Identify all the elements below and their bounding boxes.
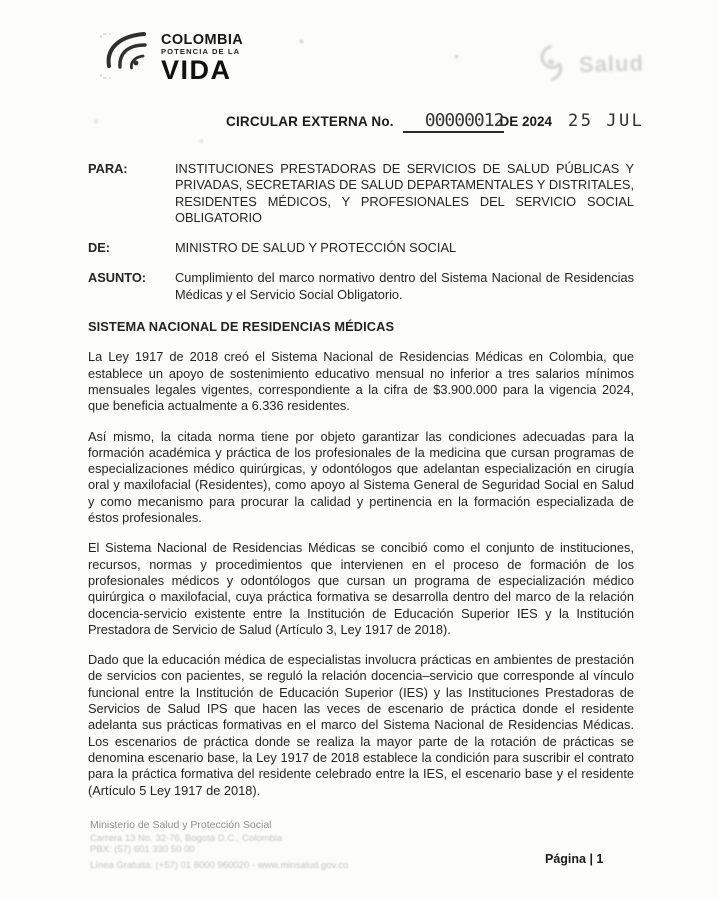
scan-speck bbox=[455, 55, 458, 58]
logo-line-potencia: POTENCIA DE LA bbox=[161, 47, 241, 57]
colombia-logo-icon bbox=[98, 30, 154, 87]
faded-stamp-text: Salud bbox=[578, 50, 645, 77]
paragraph-ley-1917: La Ley 1917 de 2018 creó el Sistema Nacional de Residencias Médicas en Colombia, que establece un apoyo de sostenimiento educativo mensual no inferior a tres salarios mínimos mensuales legales vigentes, correspondiente a la cifra de $3.900.000 para la vigencia 2024, que beneficia actualmente a 6.336 residentes. bbox=[88, 349, 634, 414]
circular-title-row bbox=[226, 110, 644, 133]
section-heading: SISTEMA NACIONAL DE RESIDENCIAS MÉDICAS bbox=[88, 319, 395, 335]
faded-salud-stamp bbox=[534, 41, 644, 89]
asunto-label: ASUNTO: bbox=[88, 270, 147, 286]
footer-ministry-name: Ministerio de Salud y Protección Social bbox=[90, 819, 272, 831]
circular-title-label: CIRCULAR EXTERNA No. bbox=[226, 114, 394, 129]
asunto-text: Cumplimiento del marco normativo dentro del Sistema Nacional de Residencias Médicas y el Servicio Social Obligatorio. bbox=[175, 270, 634, 302]
page-number: Página | 1 bbox=[545, 852, 604, 866]
de-label: DE: bbox=[88, 240, 111, 256]
date-stamp: 25 JUL bbox=[568, 111, 645, 131]
circular-number-stamp: 00000012 bbox=[403, 110, 505, 133]
de-text: MINISTRO DE SALUD Y PROTECCIÓN SOCIAL bbox=[175, 240, 457, 256]
scan-speck bbox=[200, 140, 203, 142]
para-text: INSTITUCIONES PRESTADORAS DE SERVICIOS DE SALUD PÚBLICAS Y PRIVADAS, SECRETARIAS DE SALUD DEPARTAMENTALES Y DISTRITALES, RESIDENTES MÉDICOS, Y PROFESIONALES DEL SERVICIO SOCIAL OBLIGATORIO bbox=[175, 161, 634, 225]
footer-contact-line: Línea Gratuita: (+57) 01 8000 960020 - www.minsalud.gov.co bbox=[90, 860, 349, 871]
scan-speck bbox=[300, 40, 303, 43]
meta-row-asunto bbox=[88, 270, 634, 303]
paragraph-objeto-norma: Así mismo, la citada norma tiene por objeto garantizar las condiciones adecuadas para la formación académica y práctica de los profesionales de la medicina que cursan programas de especializaciones médico quirúrgicas, y odontólogos que adelantan especialización en cirugía oral y maxilofacial (Residentes), como apoyo al Sistema General de Seguridad Social en Salud y como mecanismo para procurar la calidad y pertinencia en la formación especializada de éstos profesionales. bbox=[88, 428, 634, 526]
meta-row-de bbox=[88, 240, 634, 256]
logo-line-colombia: COLOMBIA bbox=[161, 31, 244, 48]
para-label: PARA: bbox=[88, 161, 128, 176]
document-body bbox=[88, 161, 634, 799]
footer-address: Carrera 13 No. 32-76, Bogotá D.C., Colombia bbox=[90, 833, 283, 844]
footer bbox=[90, 819, 520, 871]
paragraph-relacion-docencia-servicio: Dado que la educación médica de especialistas involucra prácticas en ambientes de prestación de servicios con pacientes, se reguló la relación docencia–servicio que corresponde al vínculo funcional entre la Institución de Educación Superior (IES) y las Instituciones Prestadoras de Servicios de Salud IPS que hacen las veces de escenario de práctica donde el residente adelanta sus prácticas formativas en el marco del Sistema Nacional de Residencias Médicas. Los escenarios de práctica donde se realiza la mayor parte de la rotación de prácticas se denomina escenario base, la Ley 1917 de 2018 establece la condición para suscribir el contrato para la práctica formativa del residente celebrado entre la IES, el escenario base y el residente (Artículo 5 Ley 1917 de 2018). bbox=[88, 652, 634, 798]
faded-stamp-icon bbox=[534, 43, 569, 89]
footer-phone: PBX: (57) 601 330 50 00 bbox=[90, 844, 195, 855]
colombia-government-logo bbox=[98, 30, 243, 87]
logo-wordmark bbox=[161, 33, 243, 84]
circular-year-label: DE 2024 bbox=[499, 114, 552, 129]
scan-speck bbox=[95, 120, 97, 123]
meta-row-para bbox=[88, 161, 634, 226]
paragraph-definicion-sistema: El Sistema Nacional de Residencias Médicas se concibió como el conjunto de instituciones, recursos, normas y procedimientos que intervienen en el proceso de formación de los profesionales médicos y odontólogos que cursan un programa de especialización médico quirúrgica o maxilofacial, cuya práctica formativa se desarrolla dentro del marco de la relación docencia-servicio existente entre la Institución de Educación Superior IES y la Institución Prestadora de Servicio de Salud (Artículo 3, Ley 1917 de 2018). bbox=[88, 540, 634, 637]
logo-line-vida: VIDA bbox=[161, 55, 232, 86]
